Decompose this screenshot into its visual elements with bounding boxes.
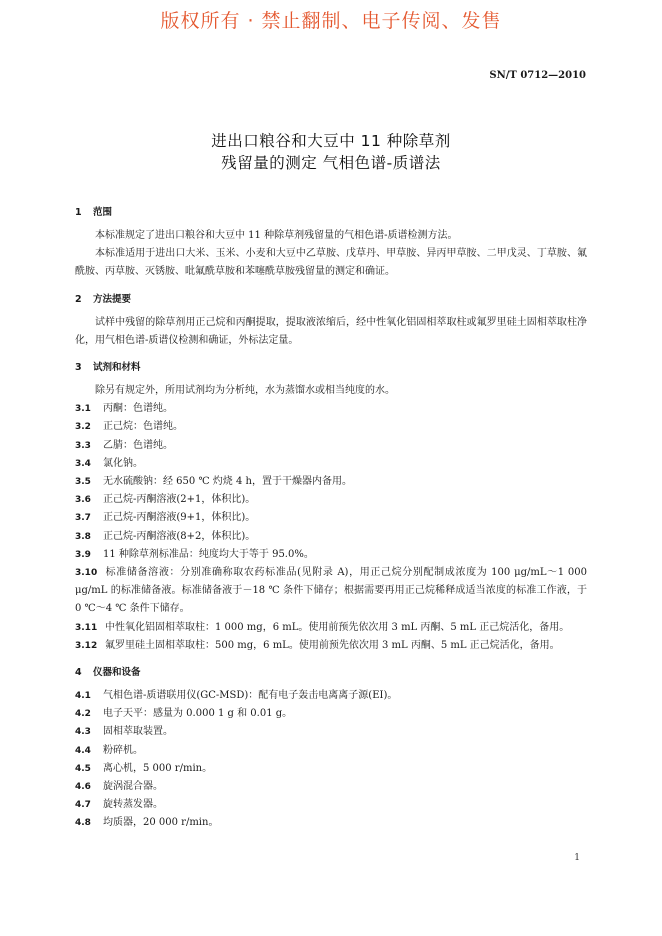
list-item (75, 455, 587, 473)
list-item (75, 778, 587, 796)
item-number: 4.4 (75, 745, 91, 756)
list-item (75, 437, 587, 455)
item-number: 3.6 (75, 495, 91, 506)
item-number: 3.12 (75, 640, 98, 651)
item-number: 4.2 (75, 709, 91, 720)
item-number: 3.8 (75, 531, 91, 542)
item-number: 3.1 (75, 404, 91, 415)
paragraph: 试样中残留的除草剂用正己烷和丙酮提取，提取液浓缩后，经中性氧化铝固相萃取柱或氟罗里硅土固相萃取柱净化，用气相色谱-质谱仪检测和确证，外标法定量。 (75, 316, 587, 346)
section-title: 试剂和材料 (93, 362, 141, 374)
section-heading-principle (75, 292, 587, 308)
list-item (75, 400, 587, 418)
standard-number: SN/T 0712—2010 (489, 70, 586, 81)
item-text: 正己烷-丙酮溶液(9+1，体积比)。 (103, 512, 256, 524)
list-item (75, 509, 587, 527)
section-heading-apparatus (75, 665, 587, 681)
list-item (75, 760, 587, 778)
item-text: 气相色谱-质谱联用仪(GC-MSD)：配有电子轰击电离离子源(EI)。 (103, 690, 398, 702)
document-title-line1: 进出口粮谷和大豆中 11 种除草剂 (211, 132, 451, 150)
item-number: 4.8 (75, 818, 91, 829)
copyright-banner: 版权所有 · 禁止翻制、电子传阅、发售 (160, 10, 502, 32)
list-item (75, 564, 587, 619)
section-number: 2 (75, 293, 82, 305)
item-text: 氯化钠。 (103, 457, 143, 469)
list-item (75, 473, 587, 491)
item-text: 旋涡混合器。 (103, 781, 163, 793)
list-item (75, 546, 587, 564)
section-number: 1 (75, 207, 82, 218)
item-text: 正己烷-丙酮溶液(2+1，体积比)。 (103, 494, 256, 506)
document-body (75, 205, 587, 833)
section-number: 3 (75, 362, 82, 374)
paragraph: 本标准规定了进出口粮谷和大豆中 11 种除草剂残留量的气相色谱-质谱检测方法。 (95, 230, 458, 241)
item-text: 中性氧化铝固相萃取柱：1 000 mg，6 mL。使用前预先依次用 3 mL 丙酮、5 mL 正己烷活化，备用。 (105, 621, 570, 633)
list-item (75, 619, 587, 637)
list-item (75, 796, 587, 814)
list-item (75, 687, 587, 705)
section-number: 4 (75, 667, 82, 679)
item-text: 均质器，20 000 r/min。 (103, 817, 219, 829)
paragraph: 除另有规定外，所用试剂均为分析纯，水为蒸馏水或相当纯度的水。 (95, 385, 395, 397)
list-item (75, 814, 587, 832)
list-item (75, 705, 587, 723)
item-text: 旋转蒸发器。 (103, 799, 163, 811)
item-number: 4.5 (75, 763, 91, 774)
list-item (75, 723, 587, 741)
list-item (75, 742, 587, 760)
section-heading-scope (75, 205, 587, 221)
item-text: 标准储备溶液：分别准确称取农药标准品(见附录 A)，用正己烷分别配制成浓度为 100 μg/mL～1 000 μg/mL 的标准储备液。标准储备液于－18 ℃ 条件下储存；根据需要再用正己烷稀释成适当浓度的标准工作液，于 0 ℃～4 ℃ 条件下储存。 (75, 567, 587, 615)
item-number: 3.10 (75, 568, 98, 579)
item-text: 乙腈：色谱纯。 (103, 439, 173, 451)
list-item (75, 491, 587, 509)
item-text: 正己烷-丙酮溶液(8+2，体积比)。 (103, 530, 256, 542)
list-item (75, 528, 587, 546)
item-text: 无水硫酸钠：经 650 ℃ 灼烧 4 h，置于干燥器内备用。 (103, 476, 352, 488)
page-number: 1 (574, 853, 580, 863)
item-number: 3.11 (75, 622, 98, 633)
item-text: 氟罗里硅土固相萃取柱：500 mg，6 mL。使用前预先依次用 3 mL 丙酮、5 mL 正己烷活化，备用。 (105, 639, 560, 651)
item-text: 电子天平：感量为 0.000 1 g 和 0.01 g。 (103, 708, 293, 720)
item-number: 4.3 (75, 727, 91, 738)
section-title: 方法提要 (93, 293, 132, 305)
item-number: 4.1 (75, 691, 91, 702)
item-number: 4.7 (75, 800, 91, 811)
section-title: 仪器和设备 (93, 667, 141, 679)
item-number: 3.7 (75, 513, 91, 524)
item-text: 固相萃取装置。 (103, 726, 173, 738)
item-text: 丙酮：色谱纯。 (103, 403, 173, 415)
section-title: 范围 (93, 207, 113, 218)
document-title-line2: 残留量的测定 气相色谱-质谱法 (221, 154, 441, 172)
item-number: 3.4 (75, 458, 91, 469)
section-heading-reagents (75, 360, 587, 376)
paragraph: 本标准适用于进出口大米、玉米、小麦和大豆中乙草胺、戊草丹、甲草胺、异丙甲草胺、二甲戊灵、丁草胺、氟酰胺、丙草胺、灭锈胺、吡氟酰草胺和苯噻酰草胺残留量的测定和确证。 (75, 248, 587, 278)
item-number: 3.5 (75, 477, 91, 488)
item-text: 粉碎机。 (103, 744, 143, 756)
item-text: 正己烷：色谱纯。 (103, 421, 183, 433)
list-item (75, 637, 587, 655)
item-text: 11 种除草剂标准品：纯度均大于等于 95.0%。 (103, 548, 314, 560)
item-number: 3.3 (75, 440, 91, 451)
item-number: 3.9 (75, 549, 91, 560)
list-item (75, 418, 587, 436)
item-text: 离心机，5 000 r/min。 (103, 762, 213, 774)
item-number: 3.2 (75, 422, 91, 433)
item-number: 4.6 (75, 782, 91, 793)
